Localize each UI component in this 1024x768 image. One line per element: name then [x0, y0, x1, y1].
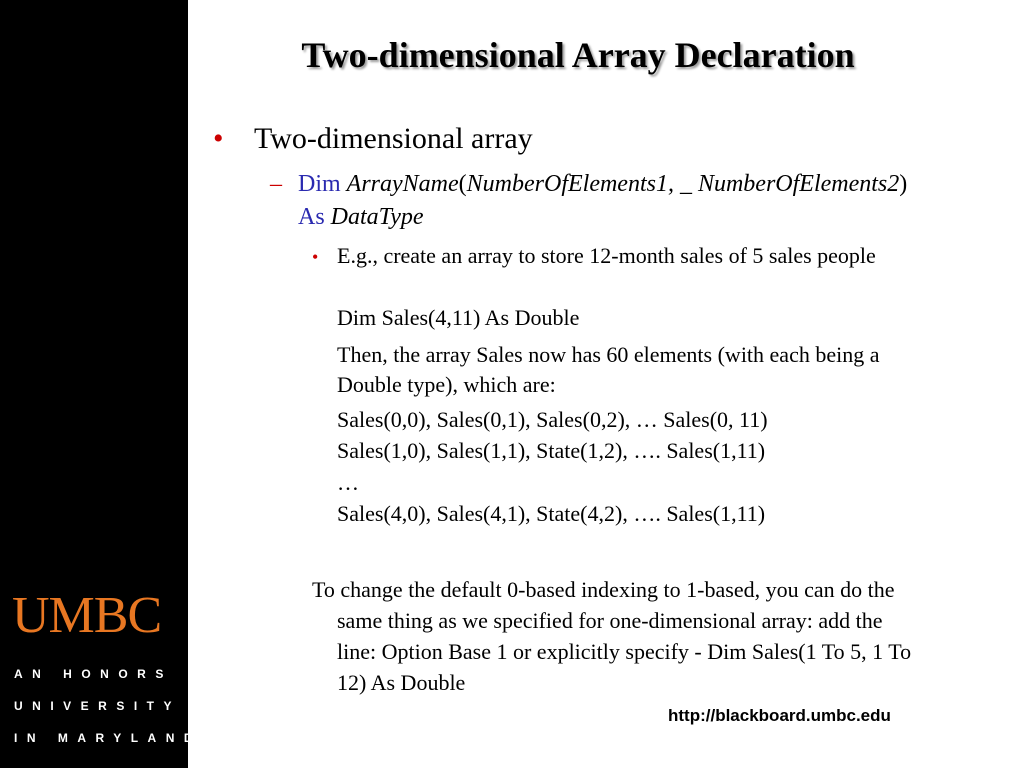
paren-close: ) — [899, 171, 908, 197]
array-name: ArrayName — [346, 171, 459, 197]
example-row: Sales(1,0), Sales(1,1), State(1,2), …. Sales(1,11) — [337, 438, 766, 463]
example-row: Sales(4,0), Sales(4,1), State(4,2), …. Sales(1,11) — [337, 501, 766, 526]
example-code: Dim Sales(4,11) As Double — [337, 305, 580, 330]
kw-dim: Dim — [298, 171, 341, 197]
footer-url[interactable]: http://blackboard.umbc.edu — [668, 706, 891, 725]
kw-as: As — [298, 204, 325, 230]
note-line: To change the default 0-based indexing to 1-based, you can do the — [312, 577, 895, 602]
dim-syntax-line1 — [298, 168, 907, 201]
note-line: 12) As Double — [337, 670, 466, 695]
note-line: line: Option Base 1 or explicitly specify - Dim Sales(1 To 5, 1 To — [337, 639, 912, 664]
dim-syntax-line2 — [298, 201, 424, 234]
dash-bullet-icon: – — [270, 171, 282, 197]
example-intro: E.g., create an array to store 12-month sales of 5 sales people — [337, 243, 876, 268]
left-sidebar — [0, 0, 203, 768]
example-row: Sales(0,0), Sales(0,1), Sales(0,2), … Sales(0, 11) — [337, 407, 768, 432]
example-row: … — [337, 470, 359, 495]
note-line: same thing as we specified for one-dimensional array: add the — [337, 608, 883, 633]
data-type: DataType — [330, 204, 424, 230]
example-explain-1: Then, the array Sales now has 60 elements (with each being a — [337, 342, 880, 367]
logo-line-2: UNIVERSITY — [14, 699, 182, 713]
bullet-level1-text: Two-dimensional array — [254, 122, 533, 155]
option-base-note — [312, 574, 1012, 698]
logo-line-1: AN HONORS — [14, 667, 173, 681]
example-explain-2: Double type), which are: — [337, 372, 556, 397]
bullet-dot-small-icon: • — [312, 247, 319, 267]
bullet-dot-icon: • — [213, 122, 224, 155]
logo-wordmark: UMBC — [12, 587, 162, 644]
paren-open: ( — [458, 171, 467, 197]
slide-title: Two-dimensional Array Declaration — [301, 35, 855, 75]
dim-args: NumberOfElements1, _ NumberOfElements2 — [466, 171, 900, 197]
logo-line-3: IN MARYLAND — [14, 731, 203, 745]
